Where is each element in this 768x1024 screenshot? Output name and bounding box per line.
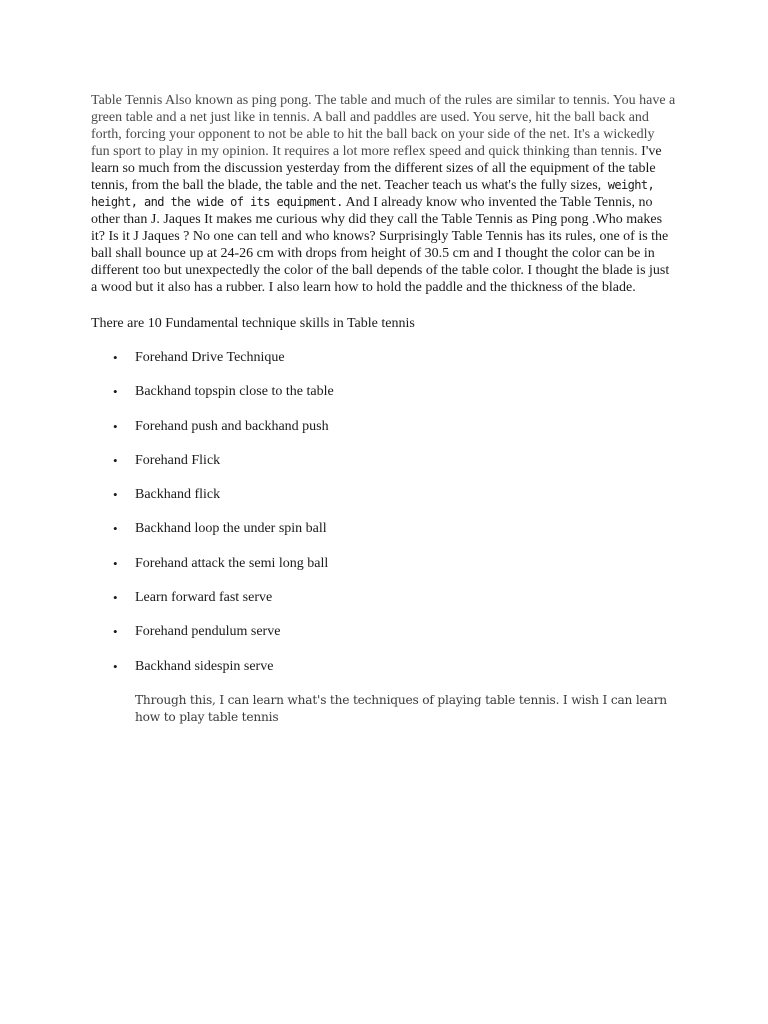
list-item-label: Forehand Flick (135, 452, 221, 468)
body-paragraph (91, 92, 676, 296)
paragraph-intro-text: Table Tennis Also known as ping pong. The table and much of the rules are similar to tennis. You have a green table and a net just like in tennis. A ball and paddles are used. You serve, hit the ball back and forth, forcing your opponent to not be able to hit the ball back on your side of the net. It's a wickedly fun sport to play in my opinion. It requires a lot more reflex speed and quick thinking than tennis. (91, 93, 676, 159)
list-item-label: Forehand Drive Technique (135, 350, 285, 365)
list-item (91, 418, 676, 435)
bullet-icon: • (113, 590, 118, 606)
list-item-label: Learn forward fast serve (135, 590, 273, 606)
list-item-label: Backhand sidespin serve (135, 658, 274, 674)
list-item-label: Forehand push and backhand push (135, 418, 329, 434)
list-item (91, 623, 676, 640)
bullet-icon: • (113, 521, 118, 537)
bullet-icon: • (113, 384, 118, 400)
list-item (91, 520, 676, 537)
bullet-icon: • (113, 624, 118, 640)
list-item (91, 383, 676, 400)
bullet-icon: • (113, 418, 118, 434)
document-content (91, 92, 676, 726)
list-item-label: Backhand flick (135, 487, 221, 503)
list-item-label: Forehand pendulum serve (135, 624, 281, 640)
closing-paragraph: Through this, I can learn what's the techniques of playing table tennis. I wish I can learn how to play table tennis (135, 692, 667, 724)
list-item-label: Forehand attack the semi long ball (135, 555, 329, 571)
list-item (91, 589, 676, 606)
list-item-label: Backhand loop the under spin ball (135, 521, 327, 537)
bullet-icon: • (113, 350, 118, 365)
list-item (91, 658, 676, 675)
bullet-icon: • (113, 487, 118, 503)
list-item (91, 452, 676, 469)
list-item (91, 555, 676, 572)
list-item (91, 486, 676, 503)
skills-list (91, 349, 676, 675)
paragraph-equipment-text: weight, height, and the wide of its equipment. (91, 178, 655, 209)
list-item (91, 349, 676, 366)
bullet-icon: • (113, 555, 118, 571)
paragraph-discussion-text: I've learn so much from the discussion yesterday from the different sizes of all the equipment of the table tennis, from the ball the blade, the table and the net. Teacher teach us what's the fully sizes, (91, 144, 662, 193)
list-item-label: Backhand topspin close to the table (135, 384, 334, 400)
bullet-icon: • (113, 452, 118, 468)
skills-intro: There are 10 Fundamental technique skills in Table tennis (91, 316, 415, 331)
bullet-icon: • (113, 658, 118, 674)
paragraph-history-text: And I already know who invented the Table Tennis, no other than J. Jaques It makes me curious why did they call the Table Tennis as Ping pong .Who makes it? Is it J Jaques ? No one can tell and who knows? Surprisingly Table Tennis has its rules, one of is the ball shall bounce up at 24-26 cm with drops from height of 30.5 cm and I thought the color can be in different too but unexpectedly the color of the ball depends of the table color. I thought the blade is just a wood but it also has a rubber. I also learn how to hold the paddle and the thickness of the blade. (91, 195, 670, 295)
